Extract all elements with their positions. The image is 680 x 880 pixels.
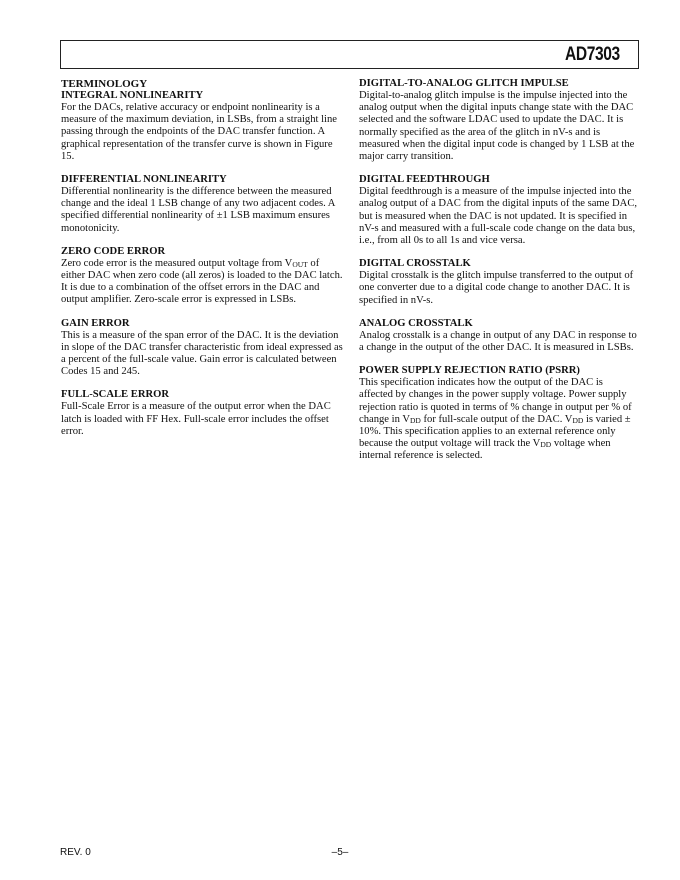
body-text: of either DAC when zero code (all zeros) is loaded to the DAC latch. It is due to a combination of the offset errors in the DAC and output amplifier. Zero-scale error is expressed in LSBs. <box>61 257 343 306</box>
section-heading: GAIN ERROR <box>61 317 130 329</box>
revision-label: REV. 0 <box>60 847 91 858</box>
section-body: Digital crosstalk is the glitch impulse transferred to the output of one converter due to a digital code change to another DAC. It is specified in nV-s. <box>359 270 634 306</box>
body-text: for full-scale output of the DAC. V <box>420 413 573 425</box>
section-glitch-impulse <box>359 78 639 163</box>
section-body: Analog crosstalk is a change in output of any DAC in response to a change in the output of the other DAC. It is measured in LSBs. <box>359 329 637 354</box>
section-body: For the DACs, relative accuracy or endpoint nonlinearity is a measure of the maximum deviation, in LSBs, from a straight line passing through the endpoints of the DAC transfer function. A graphical representation of the transfer curve is shown in Figure 15. <box>61 102 337 162</box>
section-full-scale-error <box>61 389 344 438</box>
section-psrr <box>359 365 639 462</box>
page-number: –5– <box>331 847 349 858</box>
subscript: DD <box>572 415 584 425</box>
section-heading: INTEGRAL NONLINEARITY <box>61 90 204 101</box>
section-heading: DIFFERENTIAL NONLINEARITY <box>61 174 227 186</box>
header-box <box>60 40 639 69</box>
section-differential-nonlinearity <box>61 174 344 235</box>
section-digital-feedthrough <box>359 174 639 247</box>
section-heading: ZERO CODE ERROR <box>61 245 166 257</box>
part-number: AD7303 <box>565 44 620 65</box>
section-body: Digital-to-analog glitch impulse is the impulse injected into the analog output when the digital inputs change state with the DAC selected and the software LDAC used to update the DAC. It is normally specified as the area of the glitch in nV-s and is measured when the digital input code is changed by 1 LSB at the major carry transition. <box>359 90 635 163</box>
body-text: This specification indicates how the output of the DAC is affected by changes in the power supply voltage. Power supply rejection ratio is quoted in terms of % change in output per % of change in V <box>359 377 632 425</box>
section-body <box>61 258 344 307</box>
section-heading: DIGITAL-TO-ANALOG GLITCH IMPULSE <box>359 78 569 89</box>
subscript: DD <box>410 415 421 425</box>
body-text: voltage when internal reference is selected. <box>359 438 611 462</box>
section-body: Digital feedthrough is a measure of the impulse injected into the analog output of a DAC from the digital inputs of the same DAC, but is measured when the DAC is not updated. It is specified in nV-s and measured with a full-scale code change on the data bus, i.e., from all 0s to all 1s and vice versa. <box>359 186 638 247</box>
section-integral-nonlinearity <box>61 78 344 163</box>
section-body <box>359 377 639 462</box>
left-column <box>61 78 344 449</box>
section-digital-crosstalk <box>359 258 639 307</box>
section-analog-crosstalk <box>359 318 639 354</box>
body-text: is varied ± 10%. This specification applies to an external reference only because the output voltage will track the V <box>359 413 631 450</box>
section-heading: FULL-SCALE ERROR <box>61 389 170 401</box>
section-heading: ANALOG CROSSTALK <box>359 317 473 329</box>
section-heading: DIGITAL CROSSTALK <box>359 258 471 270</box>
subscript: DD <box>540 440 552 450</box>
section-heading: POWER SUPPLY REJECTION RATIO (PSRR) <box>359 365 580 377</box>
section-gain-error <box>61 318 344 379</box>
right-column <box>359 78 639 474</box>
section-heading: DIGITAL FEEDTHROUGH <box>359 174 490 186</box>
body-text: Zero code error is the measured output voltage from V <box>61 257 293 269</box>
section-body: Differential nonlinearity is the difference between the measured change and the ideal 1 LSB change of any two adjacent codes. A specified differential nonlinearity of ±1 LSB maximum ensures monotonicity. <box>61 186 335 234</box>
section-body: Full-Scale Error is a measure of the output error when the DAC latch is loaded with FF Hex. Full-scale error includes the offset error. <box>61 401 331 437</box>
section-zero-code-error <box>61 246 344 307</box>
terminology-title: TERMINOLOGY <box>61 78 148 90</box>
section-body: This is a measure of the span error of the DAC. It is the deviation in slope of the DAC transfer characteristic from ideal expressed as a percent of the full-scale value. Gain error is calculated between Codes 15 and 245. <box>61 329 343 378</box>
subscript: OUT <box>292 259 308 269</box>
